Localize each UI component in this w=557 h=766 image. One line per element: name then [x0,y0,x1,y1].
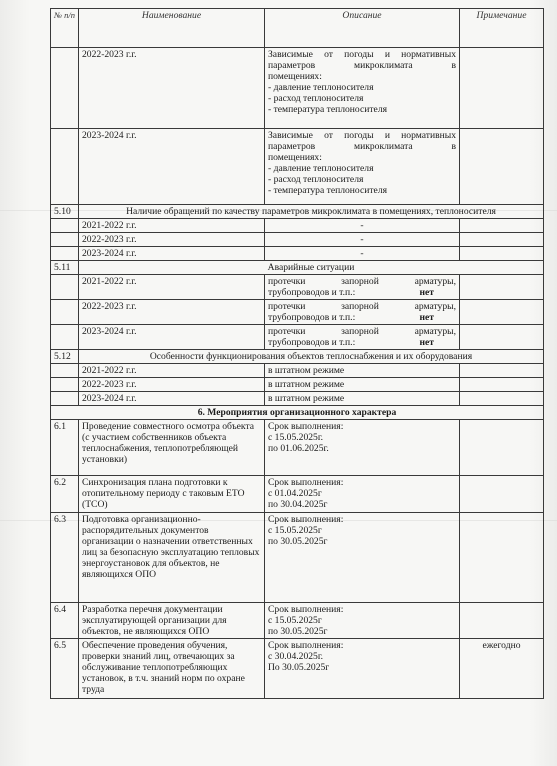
section-title: Особенности функционирования объектов теплоснабжения и их оборудования [79,350,544,364]
row-note [460,219,544,233]
row-year: 2021-2022 г.г. [79,219,265,233]
row-note [460,300,544,325]
row-note [460,392,544,406]
item-name: Обеспечение проведения обучения, проверки знаний лиц, отвечающих за обслуживание теплопотребляющих установок, в т.ч. знаний норм по охране труда [79,639,265,699]
row-num-cell [51,48,79,129]
row-value: в штатном режиме [265,378,460,392]
plan-table [50,8,544,699]
row-year: 2022-2023 г.г. [79,378,265,392]
table-row [51,513,544,603]
table-row [51,300,544,325]
item-num: 6.1 [51,420,79,476]
row-desc: протечки запорной арматуры, трубопроводов и т.п.: нет [265,300,460,325]
table-row [51,129,544,205]
table-row [51,603,544,639]
header-num: № п/п [51,9,79,48]
row-num-cell [51,378,79,392]
section-row-5-10 [51,205,544,219]
header-name: Наименование [79,9,265,48]
item-desc: Срок выполнения: с 15.05.2025г по 30.05.2025г [265,603,460,639]
row-num-cell [51,392,79,406]
header-note: Примечание [460,9,544,48]
item-name: Разработка перечня документации эксплуатирующей организации для объектов, не являющихся ОПО [79,603,265,639]
item-note: ежегодно [460,639,544,699]
item-name: Синхронизация плана подготовки к отопительному периоду с таковым ЕТО (ТСО) [79,476,265,513]
row-note [460,364,544,378]
row-year: 2021-2022 г.г. [79,364,265,378]
row-desc: Зависимые от погоды и нормативных параметров микроклимата в помещениях: - давление теплоносителя - расход теплоносителя - температура теплоносителя [265,129,460,205]
table-row [51,420,544,476]
row-num-cell [51,129,79,205]
row-value: - [265,233,460,247]
table-row [51,325,544,350]
row-note [460,378,544,392]
row-value: в штатном режиме [265,392,460,406]
section-title: Аварийные ситуации [79,261,544,275]
row-year: 2023-2024 г.г. [79,325,265,350]
item-note [460,420,544,476]
row-note [460,129,544,205]
table-row [51,233,544,247]
item-desc: Срок выполнения: с 15.05.2025г по 30.05.2025г [265,513,460,603]
table-row [51,275,544,300]
row-num-cell [51,247,79,261]
row-num-cell [51,219,79,233]
table-row [51,219,544,233]
table-row [51,476,544,513]
item-name: Подготовка организационно-распорядительных документов организации о назначении ответственных лиц за безопасную эксплуатацию тепловых энергоустановок для объектов, не являющихся ОПО [79,513,265,603]
section-6-heading-row [51,406,544,420]
header-desc: Описание [265,9,460,48]
row-desc: протечки запорной арматуры, трубопроводов и т.п.: нет [265,325,460,350]
item-num: 6.3 [51,513,79,603]
item-desc: Срок выполнения: с 15.05.2025г. по 01.06.2025г. [265,420,460,476]
row-note [460,325,544,350]
row-note [460,233,544,247]
row-num-cell [51,364,79,378]
row-note [460,275,544,300]
section-num: 5.11 [51,261,79,275]
section-row-5-11 [51,261,544,275]
item-num: 6.4 [51,603,79,639]
item-note [460,513,544,603]
item-desc: Срок выполнения: с 30.04.2025г. По 30.05.2025г [265,639,460,699]
value-none: нет [419,287,434,298]
row-value: - [265,247,460,261]
section-heading: 6. Мероприятия организационного характера [51,406,544,420]
item-num: 6.5 [51,639,79,699]
row-year: 2021-2022 г.г. [79,275,265,300]
table-row [51,48,544,129]
row-num-cell [51,300,79,325]
section-num: 5.10 [51,205,79,219]
row-num-cell [51,233,79,247]
section-title: Наличие обращений по качеству параметров микроклимата в помещениях, теплоносителя [79,205,544,219]
item-note [460,603,544,639]
item-note [460,476,544,513]
table-row [51,378,544,392]
row-year: 2022-2023 г.г. [79,48,265,129]
row-value: - [265,219,460,233]
item-name: Проведение совместного осмотра объекта (с участием собственников объекта теплоснабжения, теплопотребляющей установки) [79,420,265,476]
row-desc: протечки запорной арматуры, трубопроводов и т.п.: нет [265,275,460,300]
value-none: нет [419,312,434,323]
row-year: 2022-2023 г.г. [79,300,265,325]
row-value: в штатном режиме [265,364,460,378]
row-year: 2023-2024 г.г. [79,129,265,205]
table-row [51,364,544,378]
row-desc: Зависимые от погоды и нормативных параметров микроклимата в помещениях: - давление теплоносителя - расход теплоносителя - температура теплоносителя [265,48,460,129]
table-row [51,639,544,699]
row-note [460,48,544,129]
section-num: 5.12 [51,350,79,364]
table-header-row [51,9,544,48]
table-row [51,392,544,406]
value-none: нет [419,337,434,348]
table-row [51,247,544,261]
row-num-cell [51,325,79,350]
item-desc: Срок выполнения: с 01.04.2025г по 30.04.2025г [265,476,460,513]
row-year: 2023-2024 г.г. [79,392,265,406]
row-note [460,247,544,261]
item-num: 6.2 [51,476,79,513]
row-num-cell [51,275,79,300]
section-row-5-12 [51,350,544,364]
row-year: 2022-2023 г.г. [79,233,265,247]
row-year: 2023-2024 г.г. [79,247,265,261]
